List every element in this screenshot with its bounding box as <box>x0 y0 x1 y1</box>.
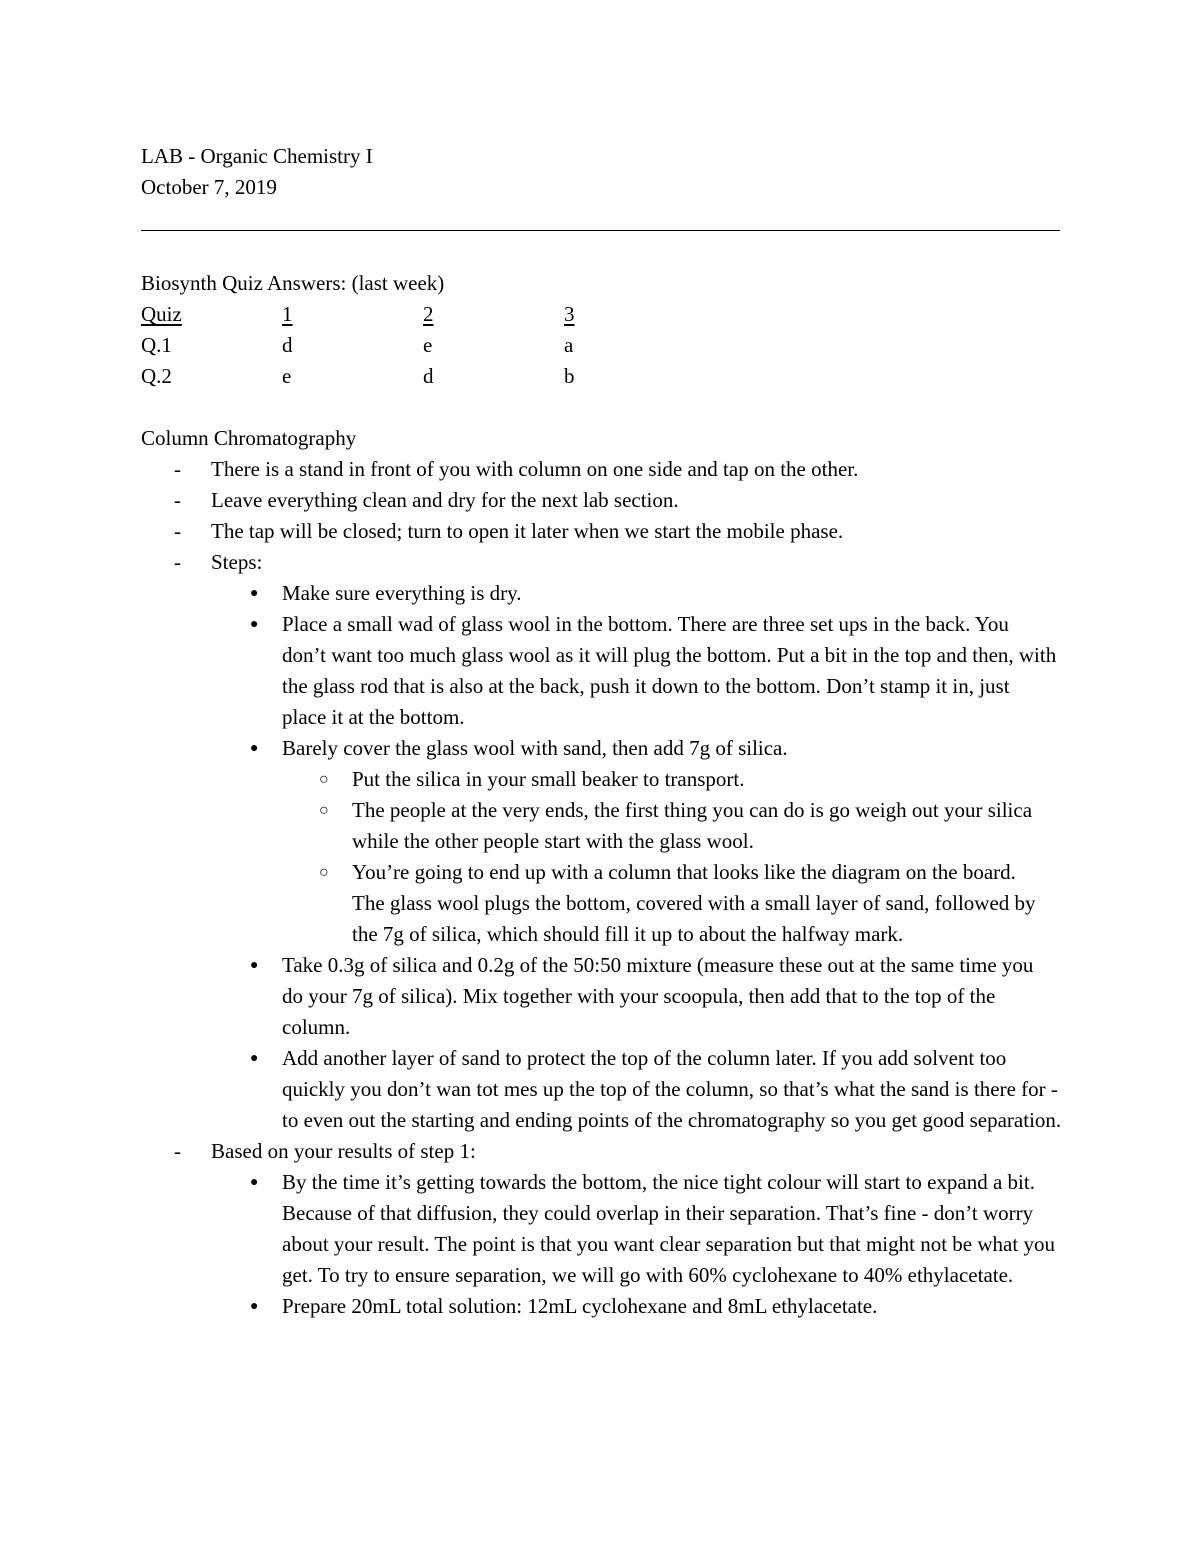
result-text: By the time it’s getting towards the bottom, the nice tight colour will start to expand a bit. Because of that diffusion, they could overlap in their separation. That’s fine - don’t worry about your result. The point is that you want clear separation but that might not be what you get. To try to ensure separation, we will go with 60% cyclohexane to 40% ethylacetate. <box>282 1170 1055 1287</box>
quiz-cell: d <box>282 333 293 357</box>
dash-item-text: The tap will be closed; turn to open it later when we start the mobile phase. <box>211 519 844 543</box>
steps-list <box>141 578 1061 764</box>
dash-list-item <box>141 454 1061 485</box>
step-item <box>141 950 1061 1043</box>
quiz-cell: e <box>423 333 433 357</box>
dash-list-item <box>141 516 1061 547</box>
circle-marker: ○ <box>319 802 329 819</box>
bullet-marker: ● <box>250 586 259 601</box>
result-item <box>141 1167 1061 1291</box>
dash-list-results <box>141 1136 1061 1167</box>
sub-item-text: Put the silica in your small beaker to transport. <box>352 767 745 791</box>
bullet-marker: ● <box>250 1299 259 1314</box>
step-item <box>141 733 1061 764</box>
quiz-column-header: 2 <box>423 302 434 326</box>
quiz-cell: Q.2 <box>141 364 172 388</box>
step-item <box>141 609 1061 733</box>
document-date: October 7, 2019 <box>141 175 277 199</box>
step-item <box>141 1043 1061 1136</box>
steps-list-continued <box>141 950 1061 1136</box>
dash-item-text: Steps: <box>211 550 263 574</box>
quiz-column-header: Quiz <box>141 302 182 326</box>
dash-item-text: There is a stand in front of you with column on one side and tap on the other. <box>211 457 859 481</box>
dash-list-item <box>141 1136 1061 1167</box>
circle-marker: ○ <box>319 771 329 788</box>
bullet-marker: ● <box>250 958 259 973</box>
dash-list <box>141 454 1061 578</box>
dash-marker: - <box>174 457 181 481</box>
dash-marker: - <box>174 488 181 512</box>
quiz-cell: b <box>564 364 575 388</box>
dash-marker: - <box>174 550 181 574</box>
quiz-header-row <box>141 299 1061 330</box>
sub-item-text: You’re going to end up with a column that looks like the diagram on the board. The glass wool plugs the bottom, covered with a small layer of sand, followed by the 7g of silica, which should fill it up to about the halfway mark. <box>352 860 1036 946</box>
step-text: Make sure everything is dry. <box>282 581 522 605</box>
paragraph-spacer <box>141 392 1061 423</box>
quiz-heading: Biosynth Quiz Answers: (last week) <box>141 271 445 295</box>
quiz-cell: Q.1 <box>141 333 172 357</box>
quiz-row <box>141 330 1061 361</box>
dash-item-text: Leave everything clean and dry for the next lab section. <box>211 488 679 512</box>
dash-marker: - <box>174 519 181 543</box>
sub-item <box>141 795 1061 857</box>
quiz-cell: a <box>564 333 574 357</box>
silica-sublist <box>141 764 1061 950</box>
step-text: Add another layer of sand to protect the top of the column later. If you add solvent too quickly you don’t wan tot mes up the top of the column, so that’s what the sand is there for - to even out the starting and ending points of the chromatography so you get good separation. <box>282 1046 1062 1132</box>
quiz-column-header: 1 <box>282 302 293 326</box>
bullet-marker: ● <box>250 617 259 632</box>
quiz-cell: e <box>282 364 292 388</box>
bullet-marker: ● <box>250 1051 259 1066</box>
quiz-row <box>141 361 1061 392</box>
document-title: LAB - Organic Chemistry I <box>141 144 373 168</box>
circle-marker: ○ <box>319 864 329 881</box>
sub-item-text: The people at the very ends, the first thing you can do is go weigh out your silica while the other people start with the glass wool. <box>352 798 1033 853</box>
bullet-marker: ● <box>250 741 259 756</box>
result-item <box>141 1291 1061 1322</box>
dash-list-item <box>141 485 1061 516</box>
bullet-marker: ● <box>250 1175 259 1190</box>
quiz-cell: d <box>423 364 434 388</box>
document-body <box>141 141 1061 1322</box>
dash-item-text: Based on your results of step 1: <box>211 1139 476 1163</box>
dash-list-item <box>141 547 1061 578</box>
sub-item <box>141 857 1061 950</box>
results-list <box>141 1167 1061 1322</box>
section-heading: Column Chromatography <box>141 426 357 450</box>
step-text: Take 0.3g of silica and 0.2g of the 50:50 mixture (measure these out at the same time you do your 7g of silica). Mix together with your scoopula, then add that to the top of the column. <box>282 953 1034 1039</box>
sub-item <box>141 764 1061 795</box>
horizontal-rule <box>141 230 1060 231</box>
quiz-column-header: 3 <box>564 302 575 326</box>
result-text: Prepare 20mL total solution: 12mL cyclohexane and 8mL ethylacetate. <box>282 1294 878 1318</box>
step-text: Place a small wad of glass wool in the bottom. There are three set ups in the back. You don’t want too much glass wool as it will plug the bottom. Put a bit in the top and then, with the glass rod that is also at the back, push it down to the bottom. Don’t stamp it in, just place it at the bottom. <box>282 612 1057 729</box>
step-item <box>141 578 1061 609</box>
dash-marker: - <box>174 1139 181 1163</box>
quiz-answer-table <box>141 299 1061 392</box>
step-text: Barely cover the glass wool with sand, then add 7g of silica. <box>282 736 788 760</box>
